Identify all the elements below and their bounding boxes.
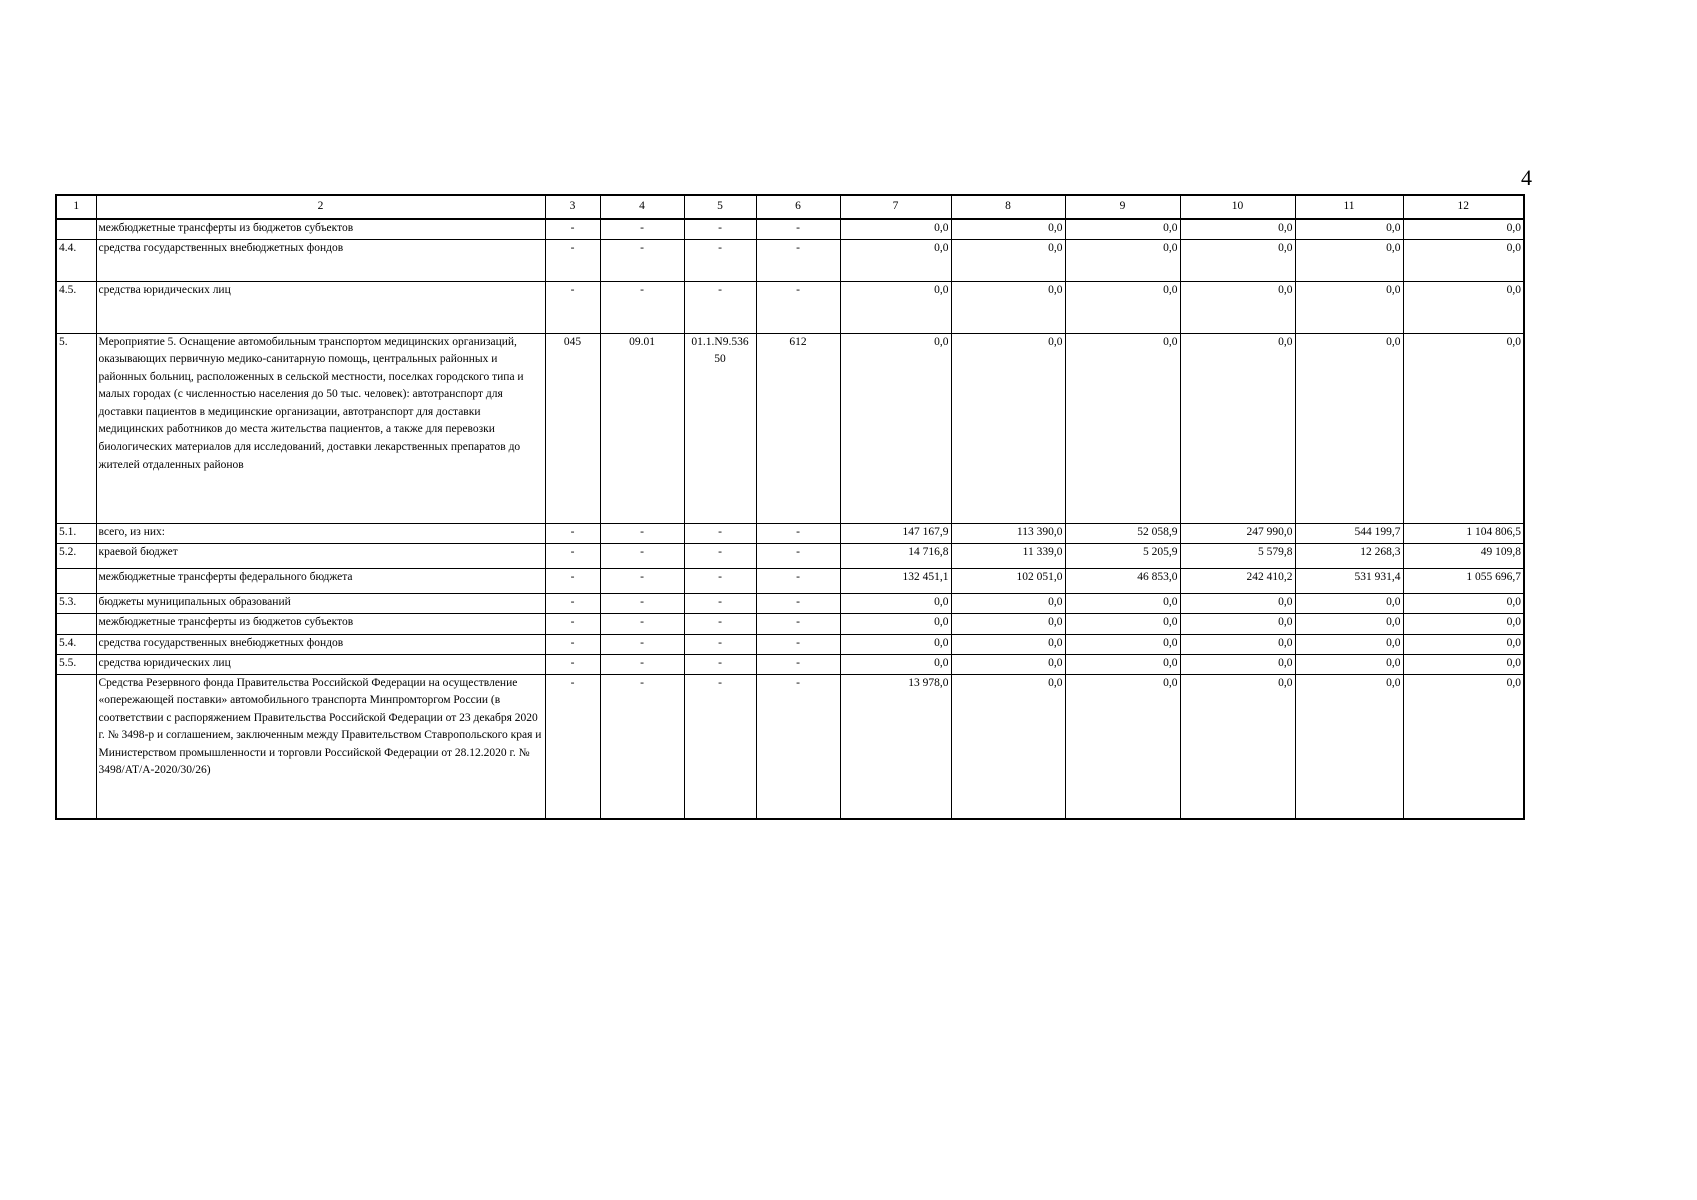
- value-cell: 0,0: [840, 333, 951, 523]
- row-name: краевой бюджет: [96, 543, 545, 568]
- header-cell: 11: [1295, 195, 1403, 219]
- value-cell: 0,0: [1403, 219, 1524, 239]
- code-cell: -: [756, 543, 840, 568]
- value-cell: 0,0: [1065, 593, 1180, 613]
- code-cell: -: [545, 674, 600, 819]
- code-cell: -: [756, 634, 840, 654]
- value-cell: 0,0: [1065, 613, 1180, 634]
- row-number: [56, 674, 96, 819]
- row-name: Мероприятие 5. Оснащение автомобильным транспортом медицинских организаций, оказывающих первичную медико-санитарную помощь, центральных районных и районных больниц, расположенных в сельской местности, поселках городского типа и малых городах (с численностью населения до 50 тыс. человек): автотранспорт для доставки пациентов в медицинские организации, автотранспорт для доставки медицинских работников до места жительства пациентов, а также для перевозки биологических материалов для исследований, доставки лекарственных препаратов до жителей отдаленных районов: [96, 333, 545, 523]
- code-cell: -: [600, 568, 684, 593]
- value-cell: 0,0: [1403, 333, 1524, 523]
- value-cell: 0,0: [840, 634, 951, 654]
- value-cell: 0,0: [951, 613, 1065, 634]
- code-cell: -: [684, 674, 756, 819]
- value-cell: 0,0: [1403, 674, 1524, 819]
- table-row: [56, 543, 1524, 568]
- value-cell: 0,0: [1180, 674, 1295, 819]
- table-row: [56, 523, 1524, 543]
- value-cell: 52 058,9: [1065, 523, 1180, 543]
- value-cell: 0,0: [951, 281, 1065, 333]
- value-cell: 0,0: [1065, 634, 1180, 654]
- row-number: 5.5.: [56, 654, 96, 674]
- header-cell: 8: [951, 195, 1065, 219]
- row-name: межбюджетные трансферты из бюджетов субъектов: [96, 613, 545, 634]
- table-row: [56, 613, 1524, 634]
- value-cell: 0,0: [1295, 219, 1403, 239]
- value-cell: 0,0: [1295, 654, 1403, 674]
- code-cell: -: [756, 281, 840, 333]
- code-cell: -: [684, 239, 756, 281]
- code-cell: -: [545, 523, 600, 543]
- value-cell: 13 978,0: [840, 674, 951, 819]
- value-cell: 0,0: [1295, 593, 1403, 613]
- code-cell: -: [684, 219, 756, 239]
- value-cell: 1 104 806,5: [1403, 523, 1524, 543]
- row-name: межбюджетные трансферты из бюджетов субъектов: [96, 219, 545, 239]
- value-cell: 242 410,2: [1180, 568, 1295, 593]
- code-cell: -: [600, 239, 684, 281]
- value-cell: 0,0: [951, 333, 1065, 523]
- value-cell: 0,0: [1403, 634, 1524, 654]
- row-name: Средства Резервного фонда Правительства Российской Федерации на осуществление «опережающей поставки» автомобильного транспорта Минпромторгом России (в соответствии с распоряжением Правительства Российской Федерации от 23 декабря 2020 г. № 3498-р и соглашением, заключенным между Правительством Ставропольского края и Министерством промышленности и торговли Российской Федерации от 28.12.2020 г. № 3498/АТ/А-2020/30/26): [96, 674, 545, 819]
- code-cell: 612: [756, 333, 840, 523]
- value-cell: 0,0: [840, 219, 951, 239]
- row-number: [56, 219, 96, 239]
- code-cell: -: [545, 568, 600, 593]
- value-cell: 0,0: [1295, 674, 1403, 819]
- header-cell: 5: [684, 195, 756, 219]
- value-cell: 0,0: [951, 593, 1065, 613]
- code-cell: -: [684, 543, 756, 568]
- code-cell: -: [684, 523, 756, 543]
- code-cell: -: [545, 543, 600, 568]
- value-cell: 0,0: [1403, 281, 1524, 333]
- value-cell: 247 990,0: [1180, 523, 1295, 543]
- value-cell: 132 451,1: [840, 568, 951, 593]
- code-cell: 01.1.N9.536 50: [684, 333, 756, 523]
- row-number: 5.3.: [56, 593, 96, 613]
- value-cell: 1 055 696,7: [1403, 568, 1524, 593]
- table-row: [56, 333, 1524, 523]
- row-number: 5.1.: [56, 523, 96, 543]
- code-cell: -: [545, 634, 600, 654]
- value-cell: 0,0: [1065, 654, 1180, 674]
- code-cell: -: [545, 239, 600, 281]
- value-cell: 11 339,0: [951, 543, 1065, 568]
- value-cell: 0,0: [840, 239, 951, 281]
- row-name: средства юридических лиц: [96, 281, 545, 333]
- value-cell: 0,0: [951, 654, 1065, 674]
- value-cell: 0,0: [1403, 613, 1524, 634]
- value-cell: 0,0: [1065, 239, 1180, 281]
- value-cell: 0,0: [951, 674, 1065, 819]
- code-cell: 09.01: [600, 333, 684, 523]
- value-cell: 544 199,7: [1295, 523, 1403, 543]
- value-cell: 12 268,3: [1295, 543, 1403, 568]
- code-cell: -: [684, 613, 756, 634]
- value-cell: 0,0: [840, 593, 951, 613]
- code-cell: -: [600, 543, 684, 568]
- code-cell: -: [600, 523, 684, 543]
- header-cell: 9: [1065, 195, 1180, 219]
- value-cell: 0,0: [951, 634, 1065, 654]
- value-cell: 5 205,9: [1065, 543, 1180, 568]
- value-cell: 5 579,8: [1180, 543, 1295, 568]
- code-cell: -: [600, 219, 684, 239]
- code-cell: -: [600, 654, 684, 674]
- value-cell: 0,0: [1295, 613, 1403, 634]
- header-cell: 4: [600, 195, 684, 219]
- code-cell: -: [756, 674, 840, 819]
- value-cell: 147 167,9: [840, 523, 951, 543]
- table-row: [56, 568, 1524, 593]
- value-cell: 0,0: [1065, 333, 1180, 523]
- value-cell: 0,0: [1403, 239, 1524, 281]
- code-cell: -: [684, 654, 756, 674]
- row-name: средства государственных внебюджетных фондов: [96, 239, 545, 281]
- header-cell: 1: [56, 195, 96, 219]
- code-cell: -: [756, 219, 840, 239]
- value-cell: 0,0: [1065, 219, 1180, 239]
- code-cell: -: [756, 239, 840, 281]
- value-cell: 0,0: [1295, 239, 1403, 281]
- code-cell: -: [600, 613, 684, 634]
- header-cell: 2: [96, 195, 545, 219]
- table-row: [56, 219, 1524, 239]
- value-cell: 0,0: [1180, 219, 1295, 239]
- value-cell: 46 853,0: [1065, 568, 1180, 593]
- code-cell: -: [684, 634, 756, 654]
- table-row: [56, 239, 1524, 281]
- row-number: [56, 568, 96, 593]
- code-cell: -: [600, 593, 684, 613]
- page-number: 4: [1521, 165, 1532, 190]
- value-cell: 0,0: [1180, 281, 1295, 333]
- value-cell: 0,0: [1180, 613, 1295, 634]
- code-cell: -: [545, 654, 600, 674]
- code-cell: -: [600, 634, 684, 654]
- row-number: 4.5.: [56, 281, 96, 333]
- value-cell: 0,0: [1403, 593, 1524, 613]
- code-cell: -: [756, 654, 840, 674]
- value-cell: 531 931,4: [1295, 568, 1403, 593]
- value-cell: 0,0: [1180, 593, 1295, 613]
- budget-table: [55, 194, 1525, 820]
- code-cell: -: [545, 281, 600, 333]
- value-cell: 0,0: [951, 239, 1065, 281]
- code-cell: -: [684, 593, 756, 613]
- code-cell: -: [684, 568, 756, 593]
- code-cell: -: [600, 674, 684, 819]
- code-cell: -: [756, 613, 840, 634]
- code-cell: 045: [545, 333, 600, 523]
- value-cell: 0,0: [1180, 239, 1295, 281]
- row-number: [56, 613, 96, 634]
- header-cell: 10: [1180, 195, 1295, 219]
- table-row: [56, 281, 1524, 333]
- table-row: [56, 593, 1524, 613]
- value-cell: 0,0: [840, 613, 951, 634]
- value-cell: 0,0: [1403, 654, 1524, 674]
- value-cell: 102 051,0: [951, 568, 1065, 593]
- value-cell: 0,0: [1180, 654, 1295, 674]
- row-number: 5.2.: [56, 543, 96, 568]
- value-cell: 0,0: [1065, 674, 1180, 819]
- row-number: 5.: [56, 333, 96, 523]
- row-name: всего, из них:: [96, 523, 545, 543]
- value-cell: 49 109,8: [1403, 543, 1524, 568]
- value-cell: 14 716,8: [840, 543, 951, 568]
- table-body: [56, 195, 1524, 819]
- row-number: 4.4.: [56, 239, 96, 281]
- table-row: [56, 654, 1524, 674]
- header-cell: 6: [756, 195, 840, 219]
- table-row: [56, 634, 1524, 654]
- row-number: 5.4.: [56, 634, 96, 654]
- header-cell: 7: [840, 195, 951, 219]
- value-cell: 113 390,0: [951, 523, 1065, 543]
- code-cell: -: [756, 568, 840, 593]
- header-cell: 3: [545, 195, 600, 219]
- code-cell: -: [756, 523, 840, 543]
- code-cell: -: [545, 613, 600, 634]
- code-cell: -: [545, 219, 600, 239]
- header-cell: 12: [1403, 195, 1524, 219]
- value-cell: 0,0: [1295, 333, 1403, 523]
- value-cell: 0,0: [1065, 281, 1180, 333]
- value-cell: 0,0: [951, 219, 1065, 239]
- row-name: средства государственных внебюджетных фондов: [96, 634, 545, 654]
- value-cell: 0,0: [1180, 333, 1295, 523]
- value-cell: 0,0: [1295, 634, 1403, 654]
- table-header-row: [56, 195, 1524, 219]
- row-name: бюджеты муниципальных образований: [96, 593, 545, 613]
- code-cell: -: [756, 593, 840, 613]
- row-name: межбюджетные трансферты федерального бюджета: [96, 568, 545, 593]
- value-cell: 0,0: [840, 654, 951, 674]
- value-cell: 0,0: [1180, 634, 1295, 654]
- value-cell: 0,0: [840, 281, 951, 333]
- table-row: [56, 674, 1524, 819]
- value-cell: 0,0: [1295, 281, 1403, 333]
- row-name: средства юридических лиц: [96, 654, 545, 674]
- code-cell: -: [545, 593, 600, 613]
- code-cell: -: [684, 281, 756, 333]
- code-cell: -: [600, 281, 684, 333]
